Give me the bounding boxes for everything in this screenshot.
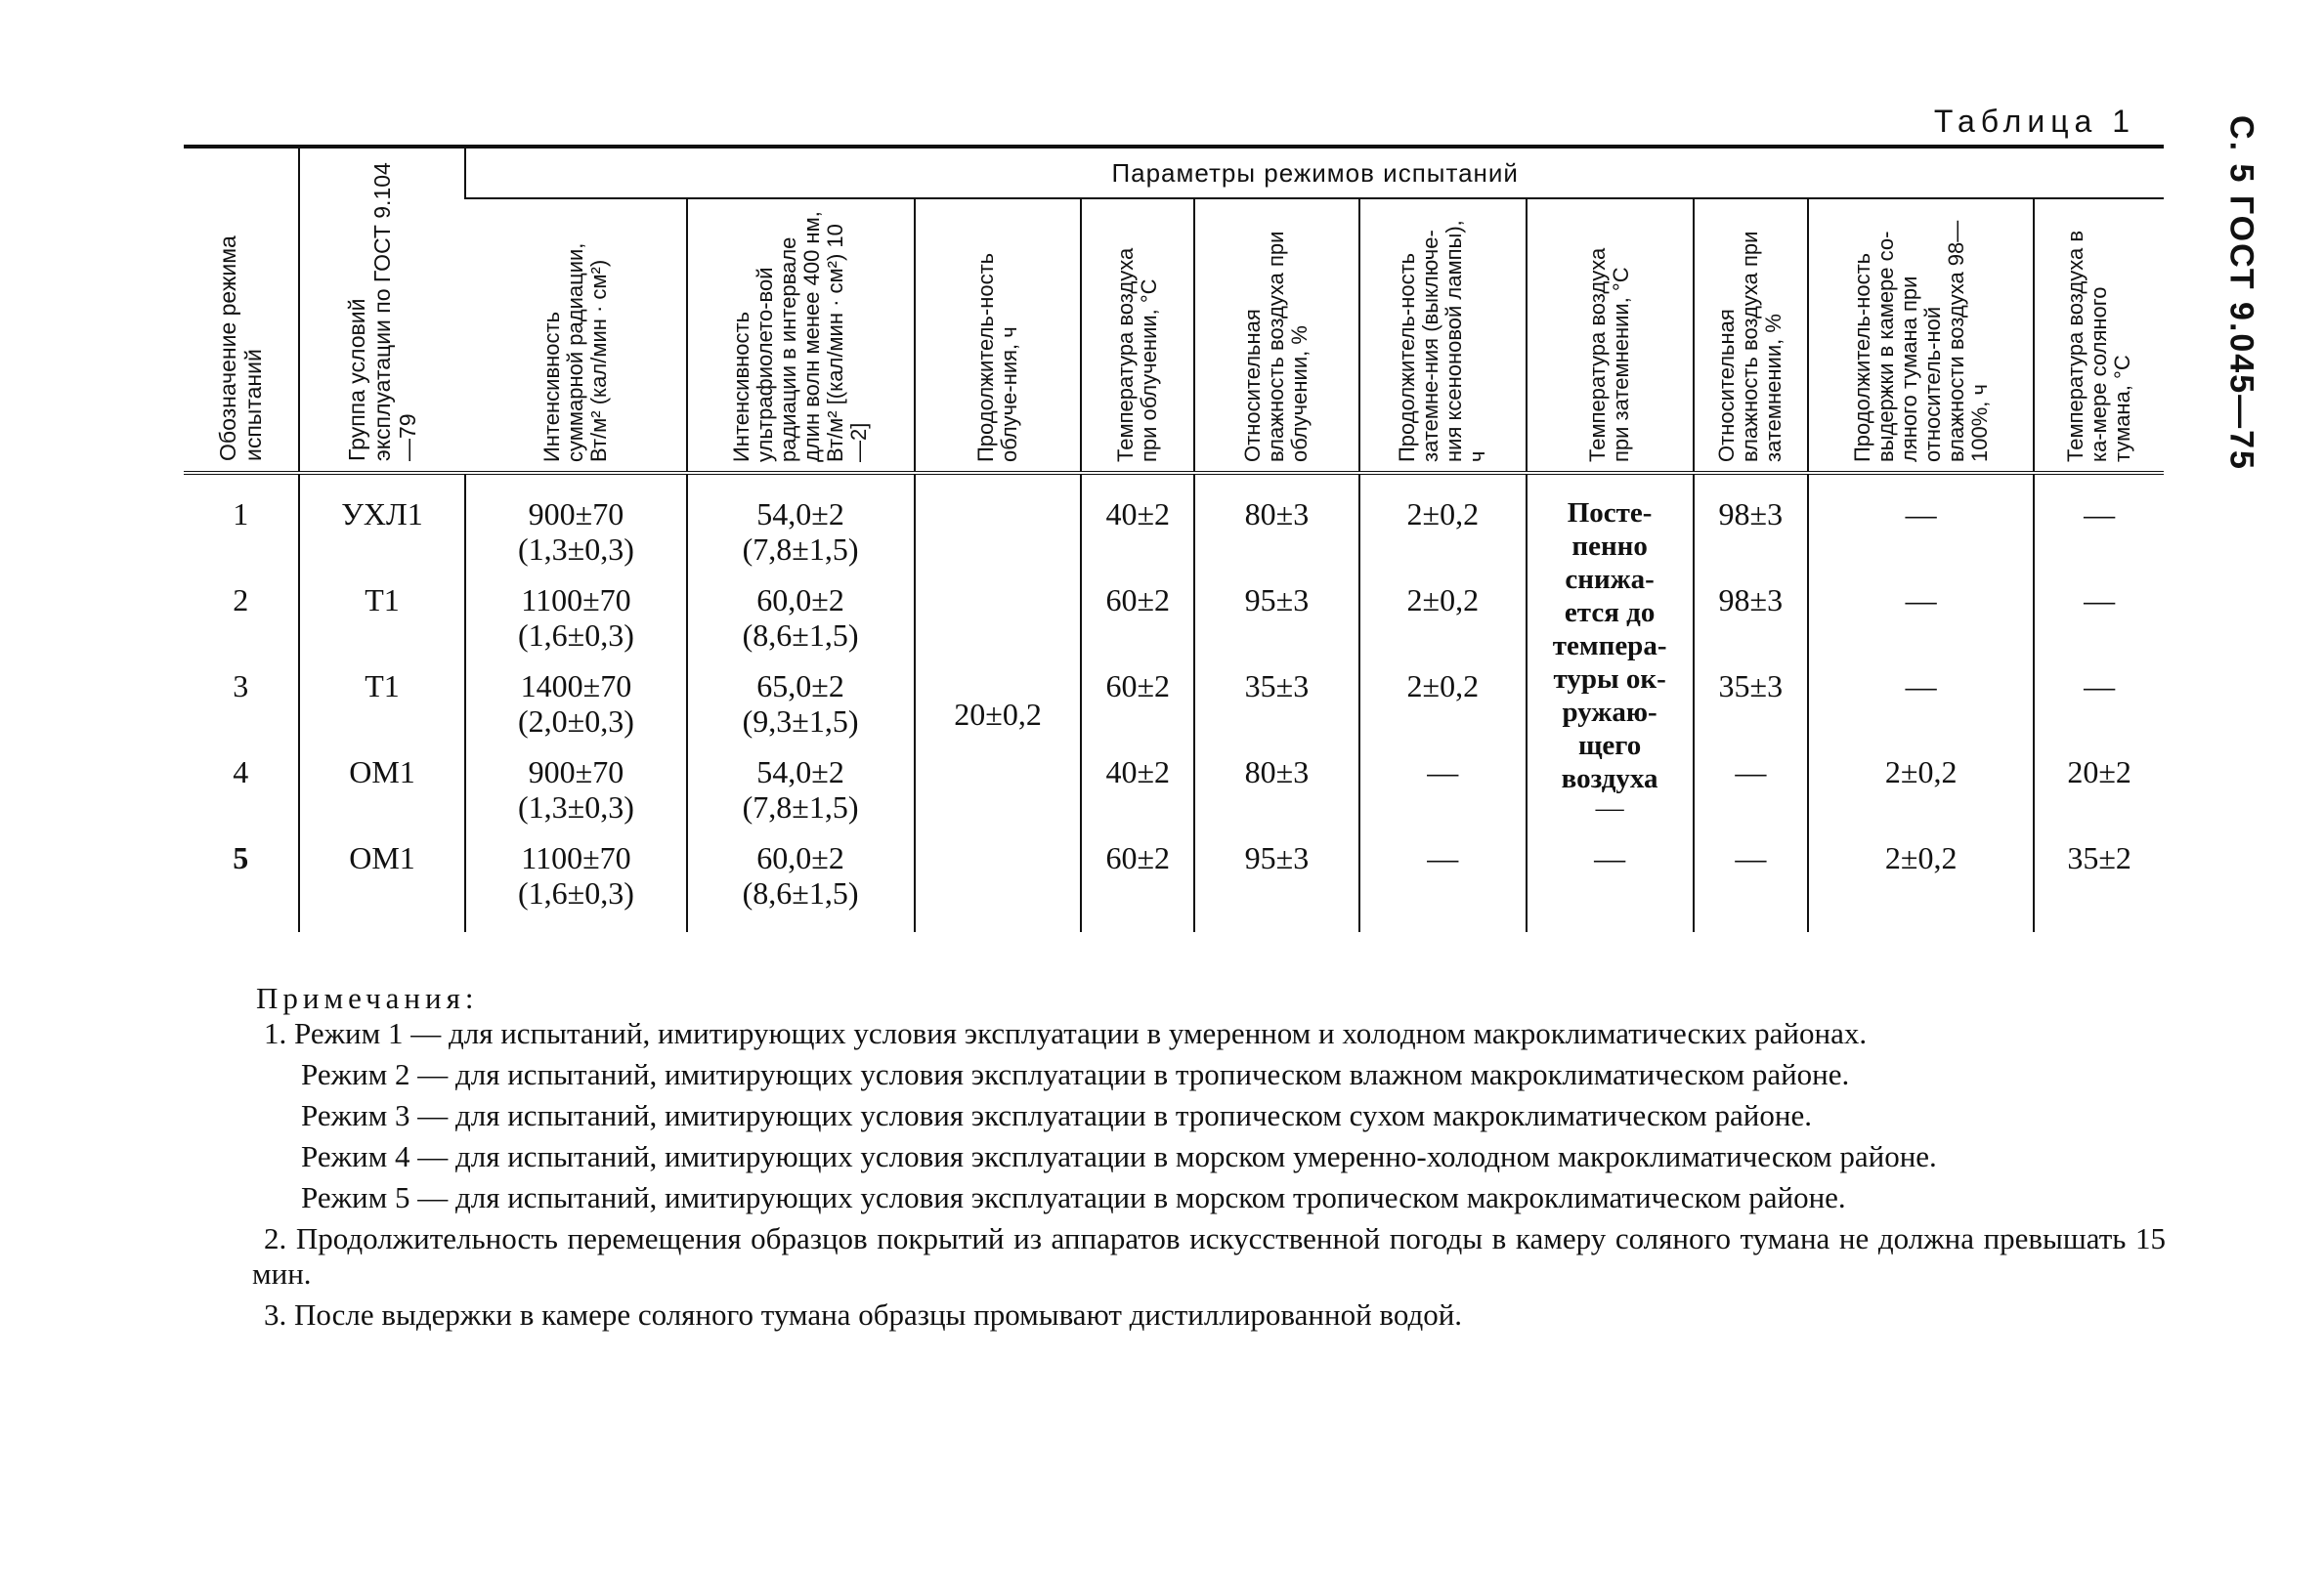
cell-mode: 2 [233,582,249,617]
side-header-text: С. 5 ГОСТ 9.045—75 [2222,115,2260,471]
header-humidity-dark: Относительная влажность воздуха при затемнении, % [1694,198,1809,473]
cell-dark-duration: 2±0,2 [1359,582,1527,668]
cell-humidity: 95±3 [1194,840,1359,932]
document-side-header [2197,107,2285,479]
cell-dark-duration: 2±0,2 [1359,473,1527,582]
table-row [184,473,2164,582]
cell-mode: 4 [233,754,249,789]
table-title: Таблица 1 [1933,104,2135,139]
cell-mode: 1 [233,496,249,531]
cell-fog-duration: 2±0,2 [1808,754,2034,840]
note-mode-5: Режим 5 — для испытаний, имитирующих условия эксплуатации в морском тропическом макроклиматическом районе. [301,1180,1846,1214]
cell-irradiation-duration-merged: 20±0,2 [915,473,1082,932]
cell-air-temp-dark: — [1527,840,1694,932]
cell-total-radiation: 1100±70 (1,6±0,3) [465,840,686,932]
table-row [184,668,2164,754]
table-row [184,840,2164,932]
cell-group: Т1 [299,582,466,668]
header-uv-radiation: Интенсивность ультрафиолето-вой радиации в интервале длин волн менее 400 нм, Вт/м² [(кал/мин · см²) 10—2] [687,198,915,473]
cell-fog-duration: — [1808,473,2034,582]
table-row [184,754,2164,840]
cell-fog-duration: 2±0,2 [1808,840,2034,932]
cell-humidity-dark: — [1694,840,1809,932]
note-3: 3. После выдержки в камере соляного тумана образцы промывают дистиллированной водой. [264,1297,1463,1332]
cell-mode: 3 [233,668,249,703]
notes-section [252,981,2166,1333]
header-dark-duration: Продолжитель-ность затемне-ния (выключе-ния ксеноновой лампы), ч [1359,198,1527,473]
cell-uv-radiation: 54,0±2 (7,8±1,5) [687,473,915,582]
cell-humidity: 35±3 [1194,668,1359,754]
descent-text: Посте-пенно снижа-ется до темпера-туры ок-ружаю-щего воздуха [1552,497,1667,794]
header-total-radiation: Интенсивность суммарной радиации, Вт/м² (кал/мин · см²) [538,242,611,462]
descent-dash: — [1595,792,1624,824]
cell-dark-duration: — [1359,840,1527,932]
cell-fog-temp: — [2034,582,2164,668]
header-irradiation-duration: Продолжитель-ность облуче-ния, ч [915,198,1082,473]
cell-air-temp: 60±2 [1081,582,1194,668]
header-humidity-irradiation: Относительная влажность воздуха при облучении, % [1194,198,1359,473]
cell-humidity-dark: 98±3 [1694,582,1809,668]
cell-fog-temp: 35±2 [2034,840,2164,932]
cell-total-radiation: 900±70 (1,3±0,3) [465,473,686,582]
header-fog-temp: Температура воздуха в ка-мере соляного тумана, °С [2034,198,2164,473]
cell-air-temp: 40±2 [1081,473,1194,582]
header-air-temp-dark: Температура воздуха при затемнении, °С [1527,198,1694,473]
header-fog-duration: Продолжитель-ность выдержки в камере со-ляного тумана при относитель-ной влажности воздуха 98—100%, ч [1808,198,2034,473]
cell-mode: 5 [233,840,249,875]
cell-uv-radiation: 60,0±2 (8,6±1,5) [687,582,915,668]
cell-uv-radiation: 60,0±2 (8,6±1,5) [687,840,915,932]
cell-fog-temp: 20±2 [2034,754,2164,840]
table-header [184,147,2164,473]
cell-fog-duration: — [1808,582,2034,668]
cell-dark-duration: — [1359,754,1527,840]
cell-fog-temp: — [2034,668,2164,754]
cell-dark-duration: 2±0,2 [1359,668,1527,754]
cell-humidity-dark: 35±3 [1694,668,1809,754]
cell-fog-duration: — [1808,668,2034,754]
table-body [184,473,2164,932]
cell-air-temp: 60±2 [1081,668,1194,754]
header-mode: Обозначение режима испытаний [215,235,267,461]
cell-uv-radiation: 65,0±2 (9,3±1,5) [687,668,915,754]
header-params: Параметры режимов испытаний [465,147,2164,198]
header-air-temp-irradiation: Температура воздуха при облучении, °С [1081,198,1194,473]
note-mode-4: Режим 4 — для испытаний, имитирующих условия эксплуатации в морском умеренно-холодном макроклиматическом районе. [301,1139,1937,1173]
cell-uv-radiation: 54,0±2 (7,8±1,5) [687,754,915,840]
test-modes-table [184,145,2164,932]
cell-fog-temp: — [2034,473,2164,582]
cell-group: ОМ1 [299,840,466,932]
cell-humidity: 80±3 [1194,754,1359,840]
cell-total-radiation: 1400±70 (2,0±0,3) [465,668,686,754]
notes-heading: Примечания: [256,981,479,1015]
cell-total-radiation: 900±70 (1,3±0,3) [465,754,686,840]
cell-air-temp: 60±2 [1081,840,1194,932]
cell-humidity-dark: 98±3 [1694,473,1809,582]
note-mode-2: Режим 2 — для испытаний, имитирующих условия эксплуатации в тропическом влажном макроклиматическом районе. [301,1057,1850,1091]
note-mode-3: Режим 3 — для испытаний, имитирующих условия эксплуатации в тропическом сухом макроклиматическом районе. [301,1098,1812,1132]
cell-humidity-dark: — [1694,754,1809,840]
table-container [184,145,2164,932]
cell-humidity: 80±3 [1194,473,1359,582]
cell-humidity: 95±3 [1194,582,1359,668]
cell-total-radiation: 1100±70 (1,6±0,3) [465,582,686,668]
header-group: Группа условий эксплуатации по ГОСТ 9.104—79 [299,147,466,473]
cell-group: ОМ1 [299,754,466,840]
cell-air-temp: 40±2 [1081,754,1194,840]
cell-group: УХЛ1 [299,473,466,582]
cell-air-temp-dark-merged [1527,473,1694,840]
table-row [184,582,2164,668]
note-mode-1: 1. Режим 1 — для испытаний, имитирующих условия эксплуатации в умеренном и холодном макроклиматических районах. [264,1016,1868,1050]
cell-group: Т1 [299,668,466,754]
note-2: 2. Продолжительность перемещения образцов покрытий из аппаратов искусственной погоды в камеру соляного тумана не должна превышать 15 мин. [252,1221,2166,1291]
